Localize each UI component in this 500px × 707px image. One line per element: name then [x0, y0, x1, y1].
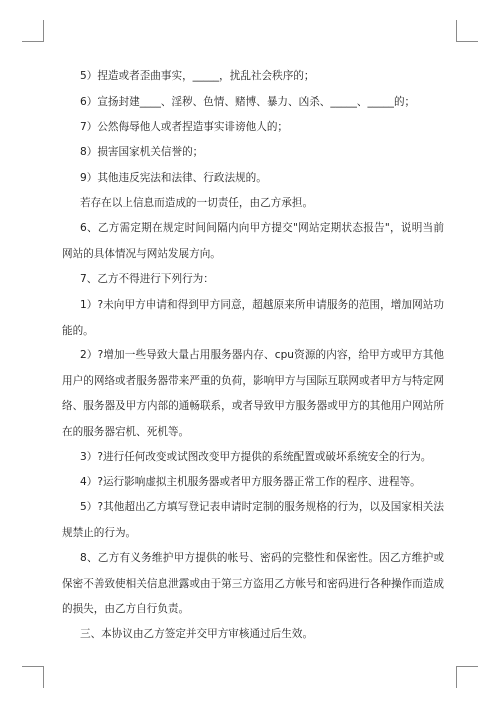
responsibility-line: 若存在以上信息而造成的一切责任，由乙方承担。 [80, 197, 314, 209]
list-item-8: 8）损害国家机关信誉的； [80, 146, 204, 158]
crop-mark-bottom-right-h [456, 666, 478, 667]
crop-mark-top-left-h [22, 41, 44, 42]
crop-mark-bottom-left-h [22, 666, 44, 667]
paragraph-7-item-5: 5）?其他超出乙方填写登记表申请时定制的服务规格的行为，以及国家相关法规禁止的行为。 [62, 501, 444, 539]
crop-mark-bottom-right-v [456, 666, 457, 688]
section-3-line: 三、本协议由乙方签定并交甲方审核通过后生效。 [80, 628, 314, 640]
list-item-5: 5）捏造或者歪曲事实，_____，扰乱社会秩序的； [80, 70, 315, 82]
paragraph-8: 8、乙方有义务维护甲方提供的帐号、密码的完整性和保密性。因乙方维护或保密不善致使相关信息泄露或由于第三方盗用乙方帐号和密码进行各种操作而造成的损失，由乙方自行负责。 [62, 552, 444, 615]
paragraph-7-item-1: 1）?未向甲方申请和得到甲方同意，超越原来所申请服务的范围，增加网站功能的。 [62, 299, 444, 337]
list-item-6: 6）宣扬封建____、淫秽、色情、赌博、暴力、凶杀、_____、_____的； [80, 96, 416, 108]
list-item-9: 9）其他违反宪法和法律、行政法规的。 [80, 172, 267, 184]
crop-mark-bottom-left-v [43, 666, 44, 688]
paragraph-7-item-4: 4）?运行影响虚拟主机服务器或者甲方服务器正常工作的程序、进程等。 [80, 476, 421, 488]
crop-mark-top-left-v [43, 20, 44, 42]
crop-mark-top-right-v [456, 20, 457, 42]
paragraph-6: 6、乙方需定期在规定时间间隔内向甲方提交"网站定期状态报告"，说明当前网站的具体情况与网站发展方向。 [62, 222, 444, 260]
crop-mark-top-right-h [456, 41, 478, 42]
paragraph-7-item-2: 2）?增加一些导致大量占用服务器内存、cpu资源的内容，给甲方或甲方其他用户的网络或者服务器带来严重的负荷，影响甲方与国际互联网或者甲方与特定网络、服务器及甲方内部的通畅联系，或者导致甲方服务器或甲方的其他用户网站所在的服务器宕机、死机等。 [62, 349, 444, 438]
list-item-7: 7）公然侮辱他人或者捏造事实诽谤他人的； [80, 121, 289, 133]
paragraph-7-heading: 7、乙方不得进行下列行为： [80, 273, 214, 285]
paragraph-7-item-3: 3）?进行任何改变或试图改变甲方提供的系统配置或破坏系统安全的行为。 [80, 451, 432, 463]
